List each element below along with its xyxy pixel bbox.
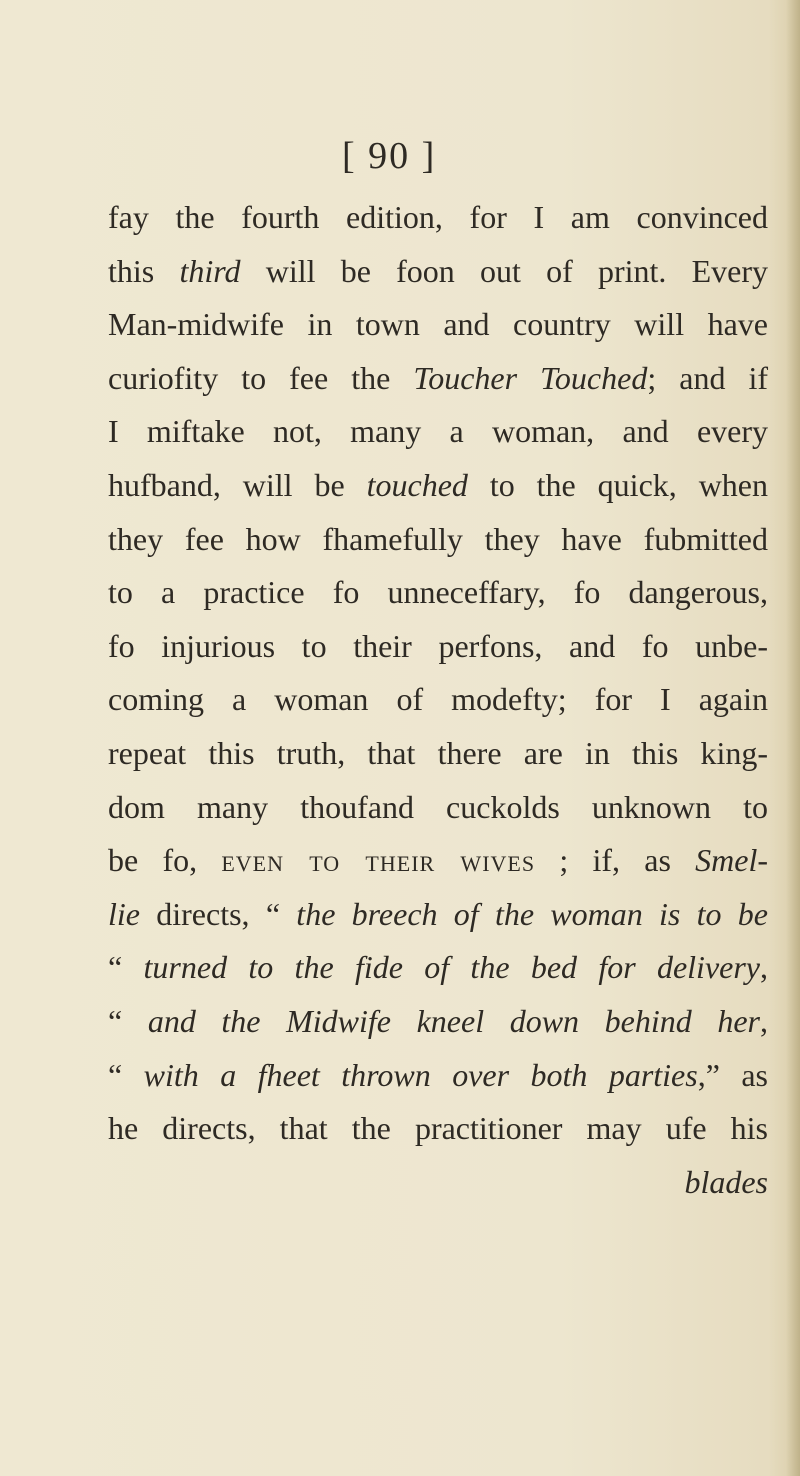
text-segment: even to their wives xyxy=(221,842,536,879)
text-segment: “ xyxy=(108,949,144,986)
text-segment: ,” as xyxy=(697,1056,769,1093)
body-text xyxy=(108,191,768,1209)
text-line xyxy=(108,941,768,995)
text-line xyxy=(108,566,768,620)
text-line xyxy=(108,727,768,781)
text-segment: ; and if xyxy=(647,359,769,396)
text-line xyxy=(108,620,768,674)
text-segment: Smel- xyxy=(695,842,769,879)
text-line xyxy=(108,405,768,459)
text-line xyxy=(108,1049,768,1103)
text-line xyxy=(108,352,768,406)
text-segment: Toucher Touched xyxy=(413,359,648,396)
text-segment: curiofity to fee the xyxy=(108,359,414,396)
text-line xyxy=(108,298,768,352)
text-segment: will be foon out of print. Every xyxy=(240,252,769,289)
page-edge-shadow xyxy=(786,0,800,1476)
text-line xyxy=(108,245,768,299)
text-segment: hufband, will be xyxy=(108,466,367,503)
text-segment: repeat this truth, that there are in this king- xyxy=(108,734,768,771)
text-segment: directs, “ xyxy=(139,895,297,932)
text-line xyxy=(108,888,768,942)
text-line xyxy=(108,673,768,727)
text-segment: with a fheet thrown over both parties xyxy=(143,1056,698,1093)
text-segment: touched xyxy=(366,466,468,503)
text-segment: the breech of the woman is to be xyxy=(296,895,769,932)
text-line xyxy=(108,513,768,567)
text-line xyxy=(108,1102,768,1156)
text-segment: coming a woman of modefty; for I again xyxy=(108,681,768,718)
text-line xyxy=(108,459,768,513)
text-segment: and the Midwife kneel down behind her xyxy=(147,1002,761,1039)
catchword: blades xyxy=(684,1163,768,1200)
text-segment: “ xyxy=(108,1002,148,1039)
text-segment: I miftake not, many a woman, and every xyxy=(108,413,768,450)
text-line xyxy=(108,781,768,835)
text-segment: lie xyxy=(108,895,140,932)
text-segment: dom many thoufand cuckolds unknown to xyxy=(108,788,768,825)
text-segment: , xyxy=(760,1002,769,1039)
text-segment: to the quick, when xyxy=(467,466,769,503)
text-segment: ; if, as xyxy=(535,842,696,879)
text-line xyxy=(108,995,768,1049)
text-segment: this xyxy=(108,252,180,289)
text-segment: they fee how fhamefully they have fubmitted xyxy=(108,520,768,557)
text-line xyxy=(108,834,768,888)
text-segment: third xyxy=(179,252,241,289)
text-segment: Man-midwife in town and country will have xyxy=(108,306,768,343)
text-segment: he directs, that the practitioner may ufe his xyxy=(108,1110,768,1147)
text-segment: turned to the fide of the bed for delivery xyxy=(143,949,761,986)
text-segment: be fo, xyxy=(108,842,222,879)
text-segment: “ xyxy=(108,1056,144,1093)
text-segment: fay the fourth edition, for I am convinced xyxy=(108,199,768,235)
page-number: [ 90 ] xyxy=(342,135,437,177)
text-segment: to a practice fo unneceffary, fo dangerous, xyxy=(108,574,768,611)
text-line xyxy=(108,191,768,245)
text-segment: fo injurious to their perfons, and fo unbe- xyxy=(108,627,768,664)
text-segment: , xyxy=(760,949,769,986)
